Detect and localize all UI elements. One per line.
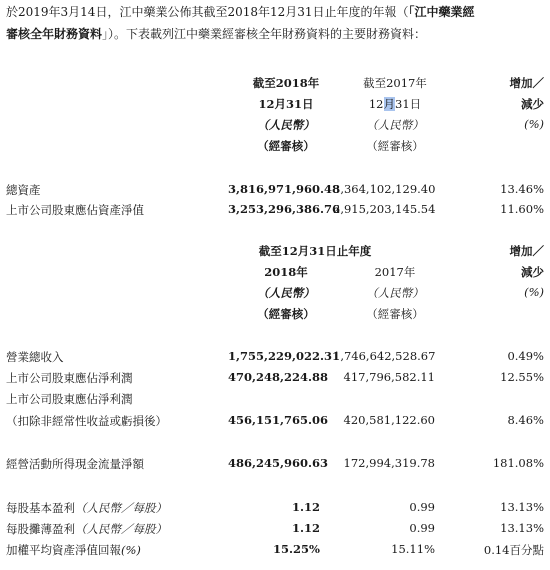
s1-col1-h3: （經審核） bbox=[257, 139, 315, 153]
s1-col1-h1: 12月31日 bbox=[258, 97, 314, 111]
intro-line-2 bbox=[6, 26, 546, 43]
s2-row1-label: 上市公司股東應佔淨利潤 bbox=[6, 371, 133, 385]
s2-col3-h1: 減少 bbox=[521, 265, 544, 279]
s1-col3-h0: 增加／ bbox=[509, 76, 544, 90]
s1-row1-change: 11.60% bbox=[500, 202, 544, 216]
s2-col3-h0: 增加／ bbox=[509, 244, 544, 258]
s2-row5-label-unit: （人民幣／每股） bbox=[75, 501, 167, 515]
s2-row6-v2018: 1.12 bbox=[291, 521, 320, 535]
s2-row6-v2017: 0.99 bbox=[409, 521, 435, 535]
s1-col2-h3: （經審核） bbox=[366, 139, 424, 153]
s2-col1-h2: （經審核） bbox=[257, 307, 315, 321]
s1-row0-v2017: 3,364,102,129.40 bbox=[333, 182, 436, 196]
s2-row1-v2017: 417,796,582.11 bbox=[343, 370, 435, 384]
s2-col2-h1: （人民幣） bbox=[366, 286, 424, 300]
s1-col2-h1-a: 12 bbox=[368, 97, 384, 111]
s1-col2-h2: （人民幣） bbox=[366, 118, 424, 132]
s2-row7-label-unit: (%) bbox=[121, 543, 141, 557]
s2-row2-label: 上市公司股東應佔淨利潤 bbox=[6, 392, 133, 406]
s2-row0-label: 營業總收入 bbox=[6, 350, 64, 364]
s2-col3-h2: (%) bbox=[524, 285, 544, 299]
s2-row6-label bbox=[6, 521, 167, 537]
intro-line-1 bbox=[6, 4, 546, 21]
s2-col1-h0: 2018年 bbox=[264, 265, 308, 279]
s2-row7-v2017: 15.11% bbox=[391, 542, 435, 556]
s1-col1-h2: （人民幣） bbox=[257, 118, 315, 132]
s2-row6-change: 13.13% bbox=[500, 521, 544, 535]
s1-col2-h0: 截至2017年 bbox=[363, 76, 427, 90]
s1-col3-h2: (%) bbox=[524, 117, 544, 131]
s2-col1-h1: （人民幣） bbox=[257, 286, 315, 300]
s2-row7-v2018: 15.25% bbox=[273, 542, 320, 556]
s1-col2-h1-b: 31日 bbox=[395, 97, 422, 111]
s2-col2-h0: 2017年 bbox=[374, 265, 416, 279]
s2-row5-label-text: 每股基本盈利 bbox=[6, 501, 75, 515]
s2-row0-v2017: 1,746,642,528.67 bbox=[333, 349, 436, 363]
intro-text-2a: 審核全年財務資料 bbox=[6, 27, 103, 41]
s1-col2-h1-highlight: 月 bbox=[383, 97, 395, 111]
s1-row0-v2018: 3,816,971,960.48 bbox=[228, 182, 341, 196]
s1-row1-v2017: 2,915,203,145.54 bbox=[333, 202, 436, 216]
s2-row3-v2018: 456,151,765.06 bbox=[228, 413, 329, 427]
s2-row5-v2018: 1.12 bbox=[291, 500, 320, 514]
s2-row0-change: 0.49% bbox=[507, 349, 544, 363]
s1-row0-label: 總資產 bbox=[6, 183, 41, 197]
intro-text-1b: 「江中藥業經 bbox=[408, 5, 475, 19]
s2-row4-change: 181.08% bbox=[492, 456, 544, 470]
s2-row4-v2018: 486,245,960.63 bbox=[228, 456, 329, 470]
intro-text-2b: 」）。下表載列江中藥業經審核全年財務資料的主要財務資料： bbox=[102, 27, 427, 41]
s2-row6-label-unit: （人民幣／每股） bbox=[75, 522, 167, 536]
s2-row6-label-text: 每股攤薄盈利 bbox=[6, 522, 75, 536]
s2-row3-change: 8.46% bbox=[507, 413, 544, 427]
s2-row4-label: 經營活動所得現金流量淨額 bbox=[6, 457, 144, 471]
s2-row5-change: 13.13% bbox=[500, 500, 544, 514]
s1-row1-label: 上市公司股東應佔資產淨值 bbox=[6, 203, 144, 217]
s1-row1-v2018: 3,253,296,386.76 bbox=[228, 202, 341, 216]
s2-row5-label bbox=[6, 500, 167, 516]
s2-row0-v2018: 1,755,229,022.31 bbox=[228, 349, 341, 363]
s2-row7-change: 0.14百分點 bbox=[483, 543, 544, 557]
s2-span-header: 截至12月31日止年度 bbox=[258, 244, 372, 258]
s2-row3-v2017: 420,581,122.60 bbox=[343, 413, 435, 427]
s2-row7-label-text: 加權平均資產淨值回報 bbox=[6, 543, 121, 557]
s2-row4-v2017: 172,994,319.78 bbox=[343, 456, 435, 470]
s2-row5-v2017: 0.99 bbox=[409, 500, 435, 514]
s2-row1-v2018: 470,248,224.88 bbox=[228, 370, 329, 384]
s2-col2-h2: （經審核） bbox=[366, 307, 424, 321]
s1-row0-change: 13.46% bbox=[500, 182, 544, 196]
s2-row3-label: （扣除非經常性收益或虧損後） bbox=[6, 414, 167, 428]
intro-text-1a: 於2019年3月14日，江中藥業公佈其截至2018年12月31日止年度的年報（ bbox=[6, 5, 409, 19]
s1-col1-h0: 截至2018年 bbox=[252, 76, 320, 90]
s1-col3-h1: 減少 bbox=[521, 97, 544, 111]
s2-row1-change: 12.55% bbox=[500, 370, 544, 384]
s1-col2-h1 bbox=[352, 96, 438, 112]
s2-row7-label bbox=[6, 542, 141, 558]
